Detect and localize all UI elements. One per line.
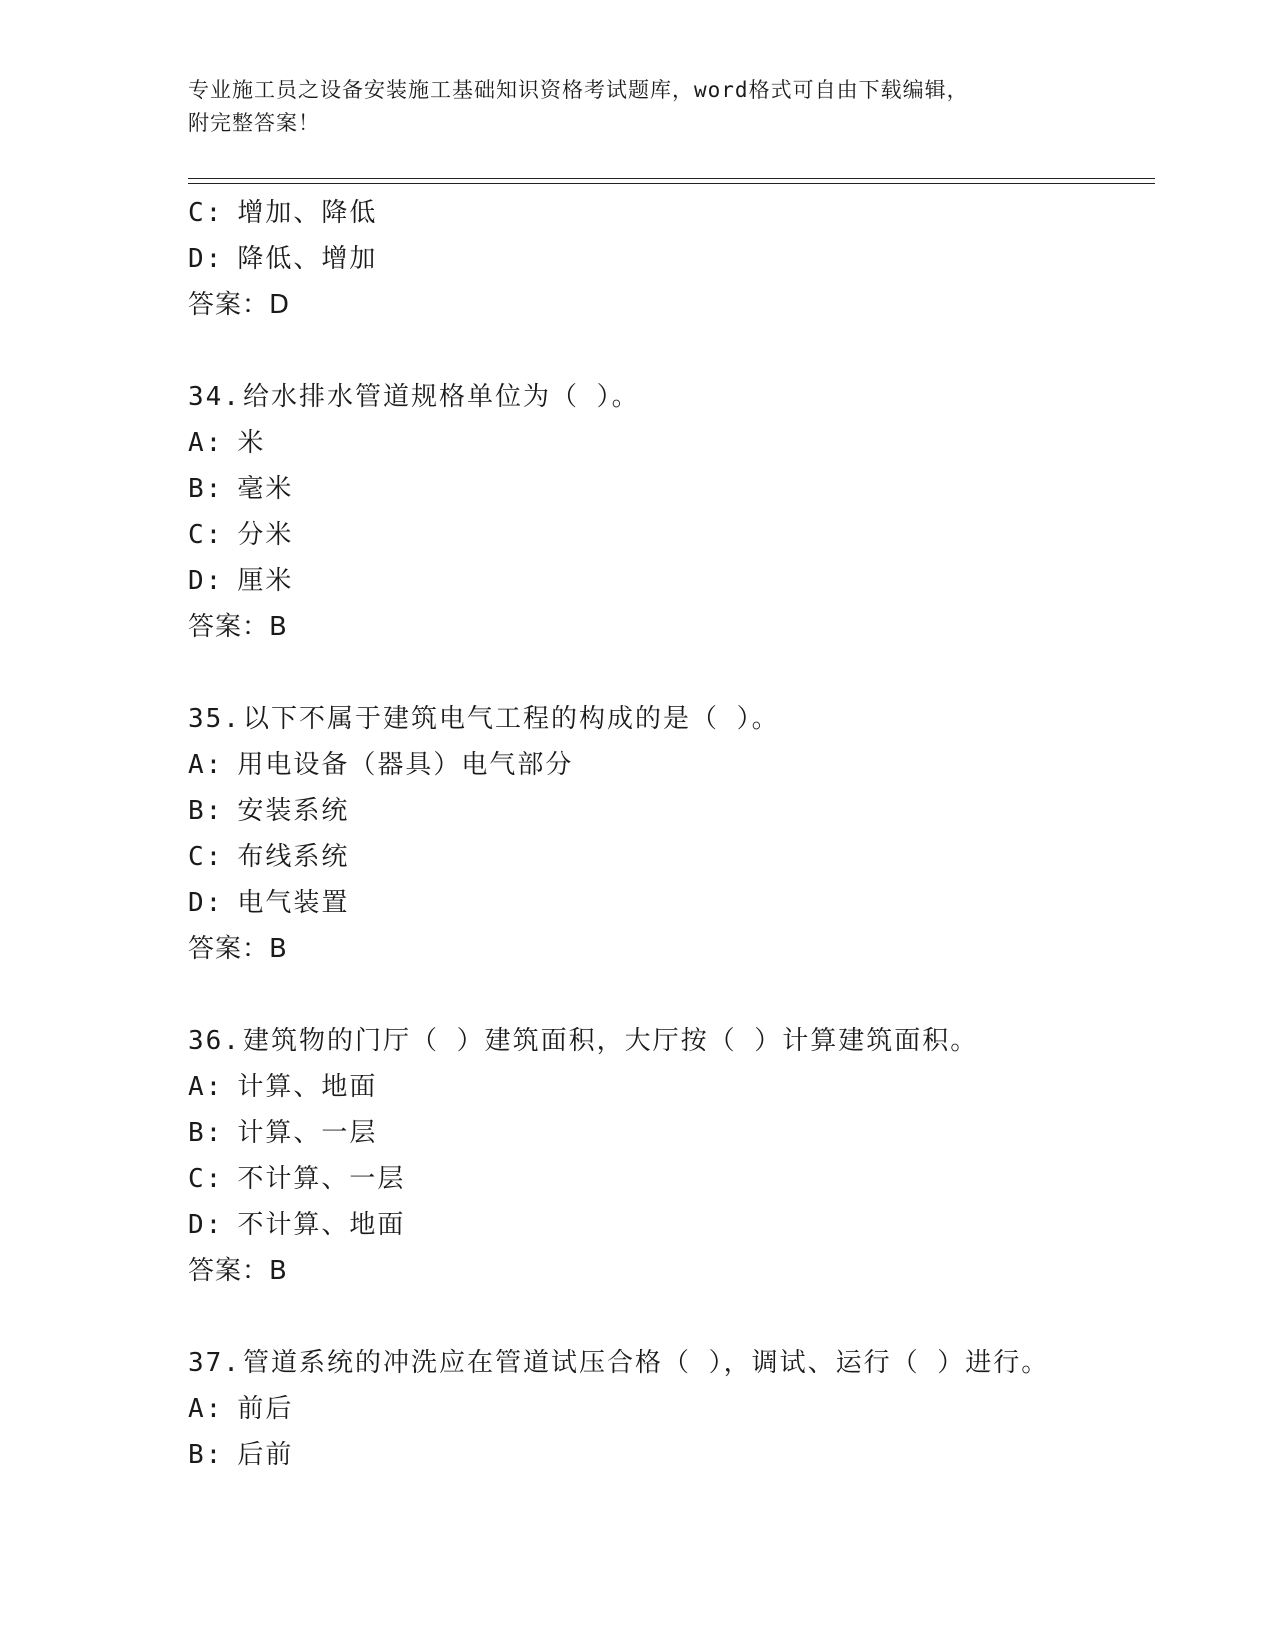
option-text: 毫米 [237, 474, 294, 504]
header-divider-bottom [188, 183, 1155, 184]
option-key: C: [188, 520, 224, 550]
option-key: D: [188, 1210, 224, 1240]
answer-line: 答案：B [188, 934, 288, 964]
question-text: 以下不属于建筑电气工程的构成的是（ ）。 [242, 704, 780, 734]
option-text: 不计算、地面 [237, 1210, 406, 1240]
option-text: 米 [237, 428, 266, 458]
answer-line: 答案：B [188, 1256, 288, 1286]
option-line [188, 1110, 1148, 1156]
header-line-1: 专业施工员之设备安装施工基础知识资格考试题库，word格式可自由下载编辑， [188, 78, 969, 102]
option-line [188, 834, 1148, 880]
option-line [188, 742, 1148, 788]
header-line-2: 附完整答案！ [188, 111, 320, 135]
header-divider-top [188, 178, 1155, 179]
option-text: 降低、增加 [237, 244, 378, 274]
question-36 [188, 1018, 1148, 1294]
option-line [188, 1064, 1148, 1110]
question-list [188, 190, 1148, 1478]
option-key: A: [188, 1072, 224, 1102]
option-key: D: [188, 566, 224, 596]
question-34 [188, 374, 1148, 650]
option-text: 增加、降低 [237, 198, 378, 228]
question-stem [188, 696, 1148, 742]
option-line [188, 788, 1148, 834]
option-key: C: [188, 1164, 224, 1194]
option-line [188, 466, 1148, 512]
answer-line: 答案：B [188, 612, 288, 642]
option-text: 用电设备（器具）电气部分 [237, 750, 574, 780]
question-stem [188, 1340, 1148, 1386]
option-key: A: [188, 1394, 224, 1424]
option-text: 分米 [237, 520, 294, 550]
question-text: 建筑物的门厅（ ）建筑面积，大厅按（ ）计算建筑面积。 [242, 1026, 979, 1056]
option-text: 前后 [237, 1394, 294, 1424]
option-line [188, 1386, 1148, 1432]
partial-question [188, 190, 1148, 328]
question-37 [188, 1340, 1148, 1478]
question-number: 34. [188, 382, 241, 412]
spacer [188, 972, 1148, 1018]
question-text: 管道系统的冲洗应在管道试压合格（ ），调试、运行（ ）进行。 [242, 1348, 1050, 1378]
question-number: 35. [188, 704, 241, 734]
option-text: 计算、一层 [237, 1118, 378, 1148]
option-text: 安装系统 [237, 796, 350, 826]
option-line [188, 420, 1148, 466]
option-line [188, 1156, 1148, 1202]
document-header [188, 74, 1088, 140]
option-key: B: [188, 796, 224, 826]
question-text: 给水排水管道规格单位为（ ）。 [242, 382, 640, 412]
option-line [188, 558, 1148, 604]
question-number: 37. [188, 1348, 241, 1378]
answer-line: 答案：D [188, 290, 291, 320]
option-key: C: [188, 842, 224, 872]
question-stem [188, 374, 1148, 420]
option-key: B: [188, 1440, 224, 1470]
option-key: A: [188, 428, 224, 458]
option-key: C: [188, 198, 224, 228]
question-stem [188, 1018, 1148, 1064]
question-number: 36. [188, 1026, 241, 1056]
spacer [188, 328, 1148, 374]
option-line [188, 1432, 1148, 1478]
option-text: 布线系统 [237, 842, 350, 872]
option-text: 后前 [237, 1440, 294, 1470]
option-text: 不计算、一层 [237, 1164, 406, 1194]
option-key: D: [188, 244, 224, 274]
option-key: B: [188, 1118, 224, 1148]
option-key: B: [188, 474, 224, 504]
spacer [188, 1294, 1148, 1340]
option-text: 电气装置 [237, 888, 350, 918]
spacer [188, 650, 1148, 696]
question-35 [188, 696, 1148, 972]
option-line [188, 190, 1148, 236]
option-key: A: [188, 750, 224, 780]
option-text: 计算、地面 [237, 1072, 378, 1102]
option-line [188, 236, 1148, 282]
option-text: 厘米 [237, 566, 294, 596]
option-line [188, 512, 1148, 558]
option-line [188, 880, 1148, 926]
option-key: D: [188, 888, 224, 918]
option-line [188, 1202, 1148, 1248]
